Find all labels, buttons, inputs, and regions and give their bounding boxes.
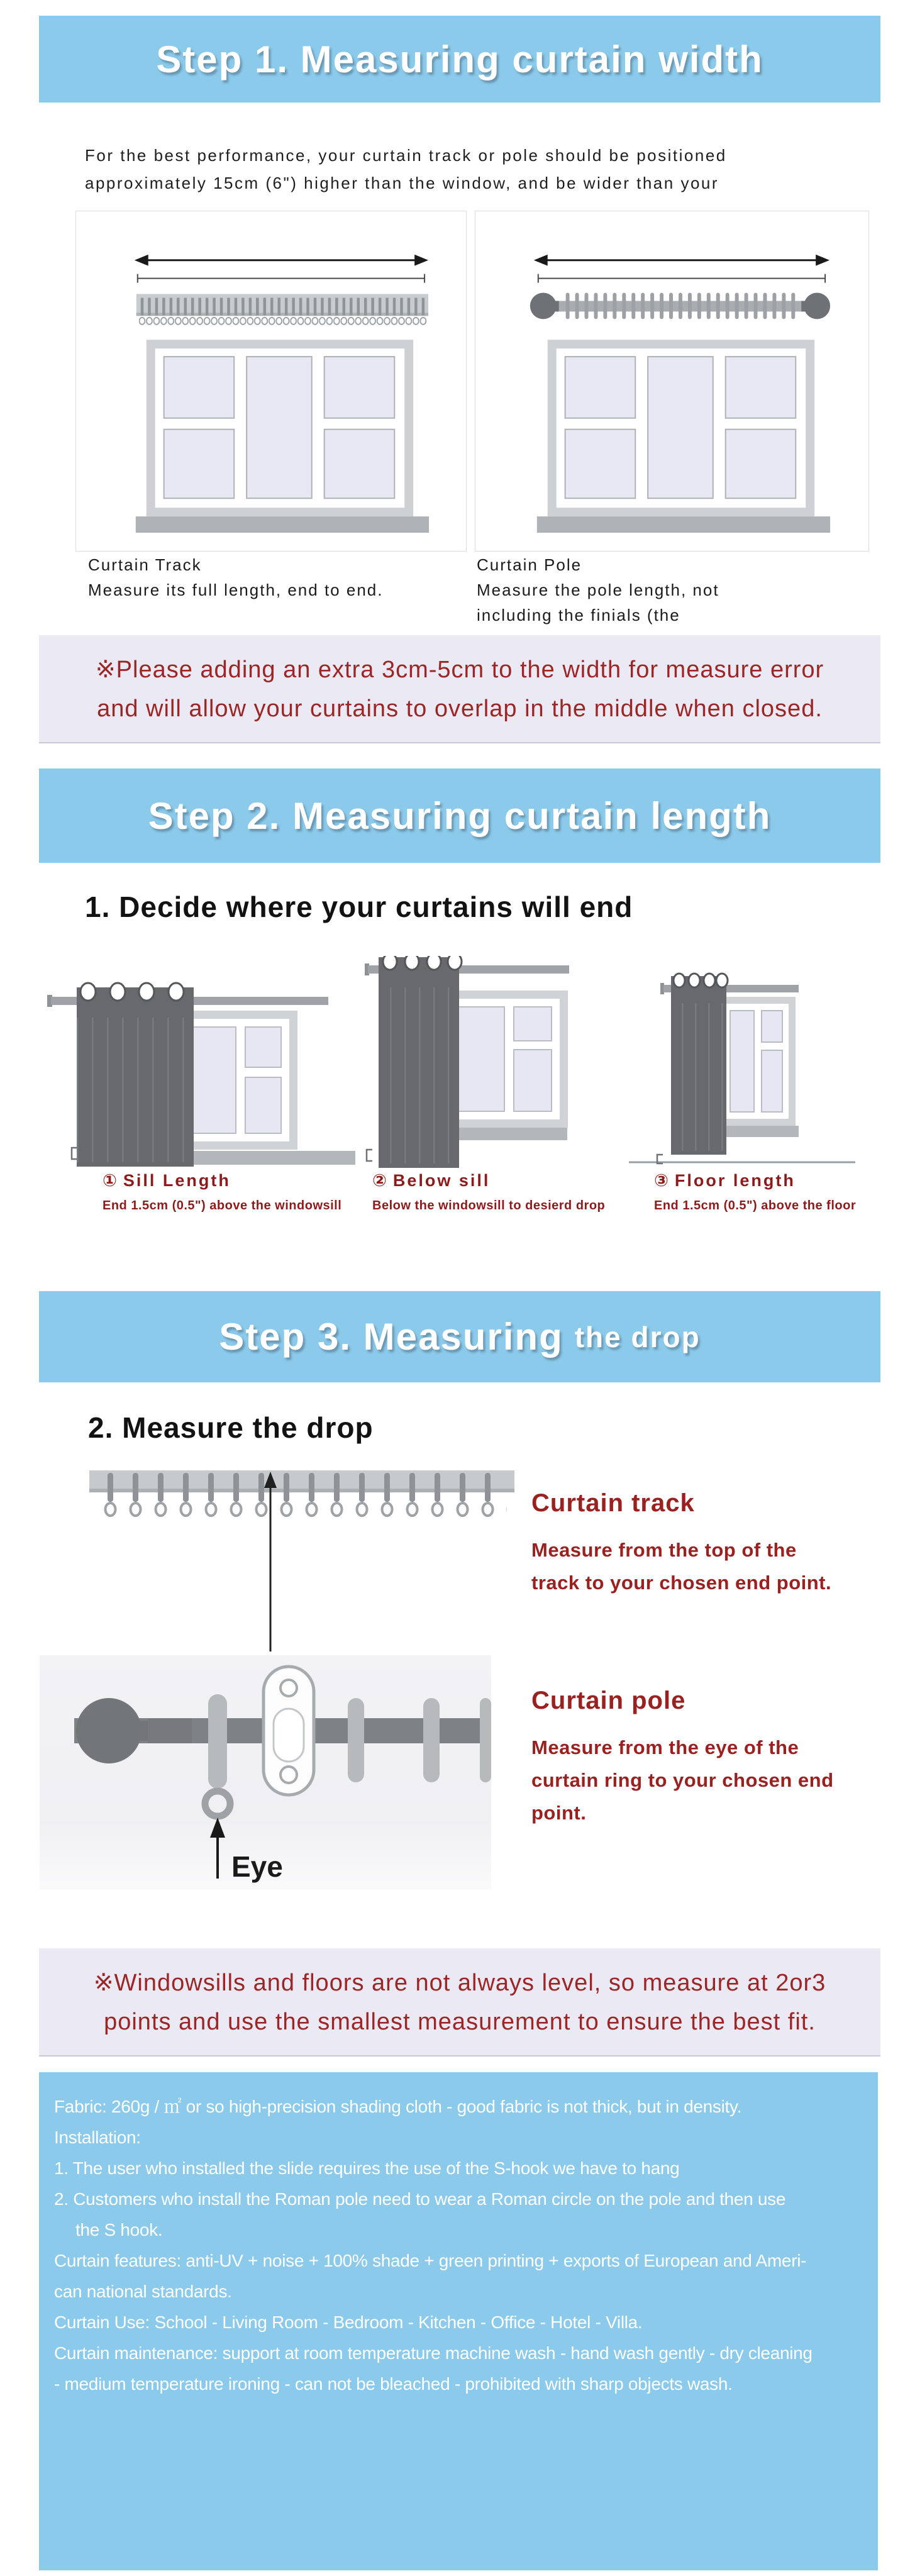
pole-bracket-icon — [264, 1667, 314, 1795]
below-sill-illustration — [365, 956, 579, 1171]
curtain-panel-icon — [671, 974, 728, 1155]
footer-line-fabric: Fabric: 260g / ㎡ or so high-precision shading cloth - good fabric is not thick, but in density. — [54, 2097, 742, 2116]
eye-label: Eye — [231, 1850, 283, 1883]
step1-intro-line: For the best performance, your curtain track or pole should be positioned — [85, 146, 727, 165]
step3-banner-title: Step 3. Measuring — [219, 1316, 563, 1358]
level-measure-note-line: ※Windowsills and floors are not always level, so measure at 2or3 — [93, 1970, 826, 1996]
eye-arrow-icon — [210, 1818, 225, 1879]
curtain-pole-line: curtain ring to your chosen end — [531, 1769, 834, 1791]
below-sill-drawing — [365, 956, 579, 1171]
step2-banner-title: Step 2. Measuring curtain length — [148, 794, 772, 837]
footer-line-features-2: can national standards. — [54, 2282, 232, 2301]
footer-line-install-1: 1. The user who installed the slide requires the use of the S-hook we have to hang — [54, 2158, 680, 2178]
pole-drop-illustration — [40, 1655, 491, 1889]
footer-line-install-2: 2. Customers who install the Roman pole need to wear a Roman circle on the pole and then use — [54, 2189, 786, 2209]
curtain-track-icon — [136, 293, 428, 328]
measure-bracket-icon — [72, 1148, 77, 1159]
curtain-ring-icon — [480, 1698, 491, 1782]
step1-banner-title: Step 1. Measuring curtain width — [156, 38, 763, 80]
curtain-track-icon — [89, 1470, 514, 1521]
step2-banner — [39, 769, 880, 863]
step3-banner — [39, 1291, 880, 1382]
footer-line-maintenance: Curtain maintenance: support at room temperature machine wash - hand wash gently - dry cleaning — [54, 2343, 813, 2363]
curtain-ring-icon — [348, 1698, 364, 1782]
track-drop-illustration — [82, 1470, 522, 1653]
width-measure-note-line: and will allow your curtains to overlap in the middle when closed. — [97, 696, 823, 722]
width-arrow-icon — [534, 255, 830, 283]
curtain-track-window-drawing — [76, 211, 465, 550]
sill-length-illustration — [47, 975, 355, 1171]
curtain-pole-caption — [477, 552, 867, 628]
footer-line-features: Curtain features: anti-UV + noise + 100% shade + green printing + exports of European and Ameri- — [54, 2251, 807, 2270]
curtain-pole-icon — [530, 290, 830, 323]
step1-intro — [85, 142, 877, 197]
sill-length-drawing — [47, 975, 355, 1171]
below-sill-title: Below sill — [392, 1171, 491, 1190]
footer-line-install-2b: the S hook. — [75, 2220, 163, 2240]
curtain-pole-line: point. — [531, 1802, 587, 1824]
curtain-track-caption-line: Measure its full length, end to end. — [88, 580, 384, 599]
footer-line-maintenance-2: - medium temperature ironing - can not be bleached - prohibited with sharp objects wash. — [54, 2374, 733, 2394]
curtain-pole-line: Measure from the eye of the — [531, 1736, 799, 1758]
curtain-pole-drop-text — [531, 1687, 834, 1829]
product-details-footer — [39, 2072, 878, 2570]
curtain-pole-caption-line: Measure the pole length, not — [477, 580, 719, 599]
circled-1-icon: ① — [103, 1171, 117, 1190]
floor-length-drawing — [629, 962, 855, 1171]
circled-2-icon: ② — [372, 1171, 387, 1190]
floor-length-label — [654, 1171, 856, 1213]
step1-intro-line: approximately 15cm (6") higher than the window, and be wider than your — [85, 174, 719, 192]
curtain-panel-icon — [77, 983, 194, 1167]
level-measure-note-line: points and use the smallest measurement to ensure the best fit. — [104, 2009, 816, 2035]
level-measure-note — [39, 1948, 880, 2057]
step1-banner — [39, 16, 880, 103]
floor-length-desc: End 1.5cm (0.5") above the floor — [654, 1199, 857, 1213]
sill-length-desc: End 1.5cm (0.5") above the windowsill — [103, 1199, 342, 1213]
width-measure-note-line: ※Please adding an extra 3cm-5cm to the width for measure error — [95, 657, 824, 683]
floor-length-title: Floor length — [674, 1171, 796, 1190]
footer-line-use: Curtain Use: School - Living Room - Bedroom - Kitchen - Office - Hotel - Villa. — [54, 2312, 643, 2332]
step3-heading: 2. Measure the drop — [88, 1411, 374, 1444]
curtain-pole-window-illustration — [475, 211, 869, 552]
curtain-panel-icon — [379, 956, 462, 1168]
circled-3-icon: ③ — [654, 1171, 669, 1190]
curtain-pole-title: Curtain pole — [531, 1687, 686, 1714]
curtain-track-caption-title: Curtain Track — [88, 555, 202, 574]
curtain-track-window-illustration — [75, 211, 467, 552]
width-arrow-icon — [135, 255, 428, 283]
footer-line-installation: Installation: — [54, 2128, 141, 2147]
step2-heading: 1. Decide where your curtains will end — [85, 891, 633, 923]
measure-bracket-icon — [367, 1150, 372, 1161]
curtain-track-caption — [88, 552, 459, 602]
window-icon — [537, 340, 830, 533]
curtain-track-line: track to your chosen end point. — [531, 1572, 832, 1594]
curtain-ring-icon — [423, 1698, 440, 1782]
finial-icon — [76, 1698, 141, 1763]
below-sill-desc: Below the windowsill to desierd drop — [372, 1199, 606, 1213]
curtain-track-title: Curtain track — [531, 1489, 695, 1517]
curtain-ring-with-eye-icon — [205, 1694, 230, 1816]
curtain-pole-caption-line: including the finials (the — [477, 606, 680, 625]
step3-banner-subtitle: the drop — [574, 1320, 701, 1353]
floor-length-illustration — [629, 962, 855, 1171]
window-icon — [136, 340, 429, 533]
sill-length-title: Sill Length — [123, 1171, 231, 1190]
sill-length-label — [103, 1171, 341, 1213]
curtain-track-drop-text — [531, 1489, 831, 1599]
below-sill-label — [372, 1171, 605, 1213]
pole-drop-drawing — [40, 1655, 491, 1889]
curtain-track-line: Measure from the top of the — [531, 1539, 797, 1561]
curtain-pole-window-drawing — [475, 211, 867, 550]
width-measure-note — [39, 635, 880, 743]
curtain-pole-caption-title: Curtain Pole — [477, 555, 582, 574]
